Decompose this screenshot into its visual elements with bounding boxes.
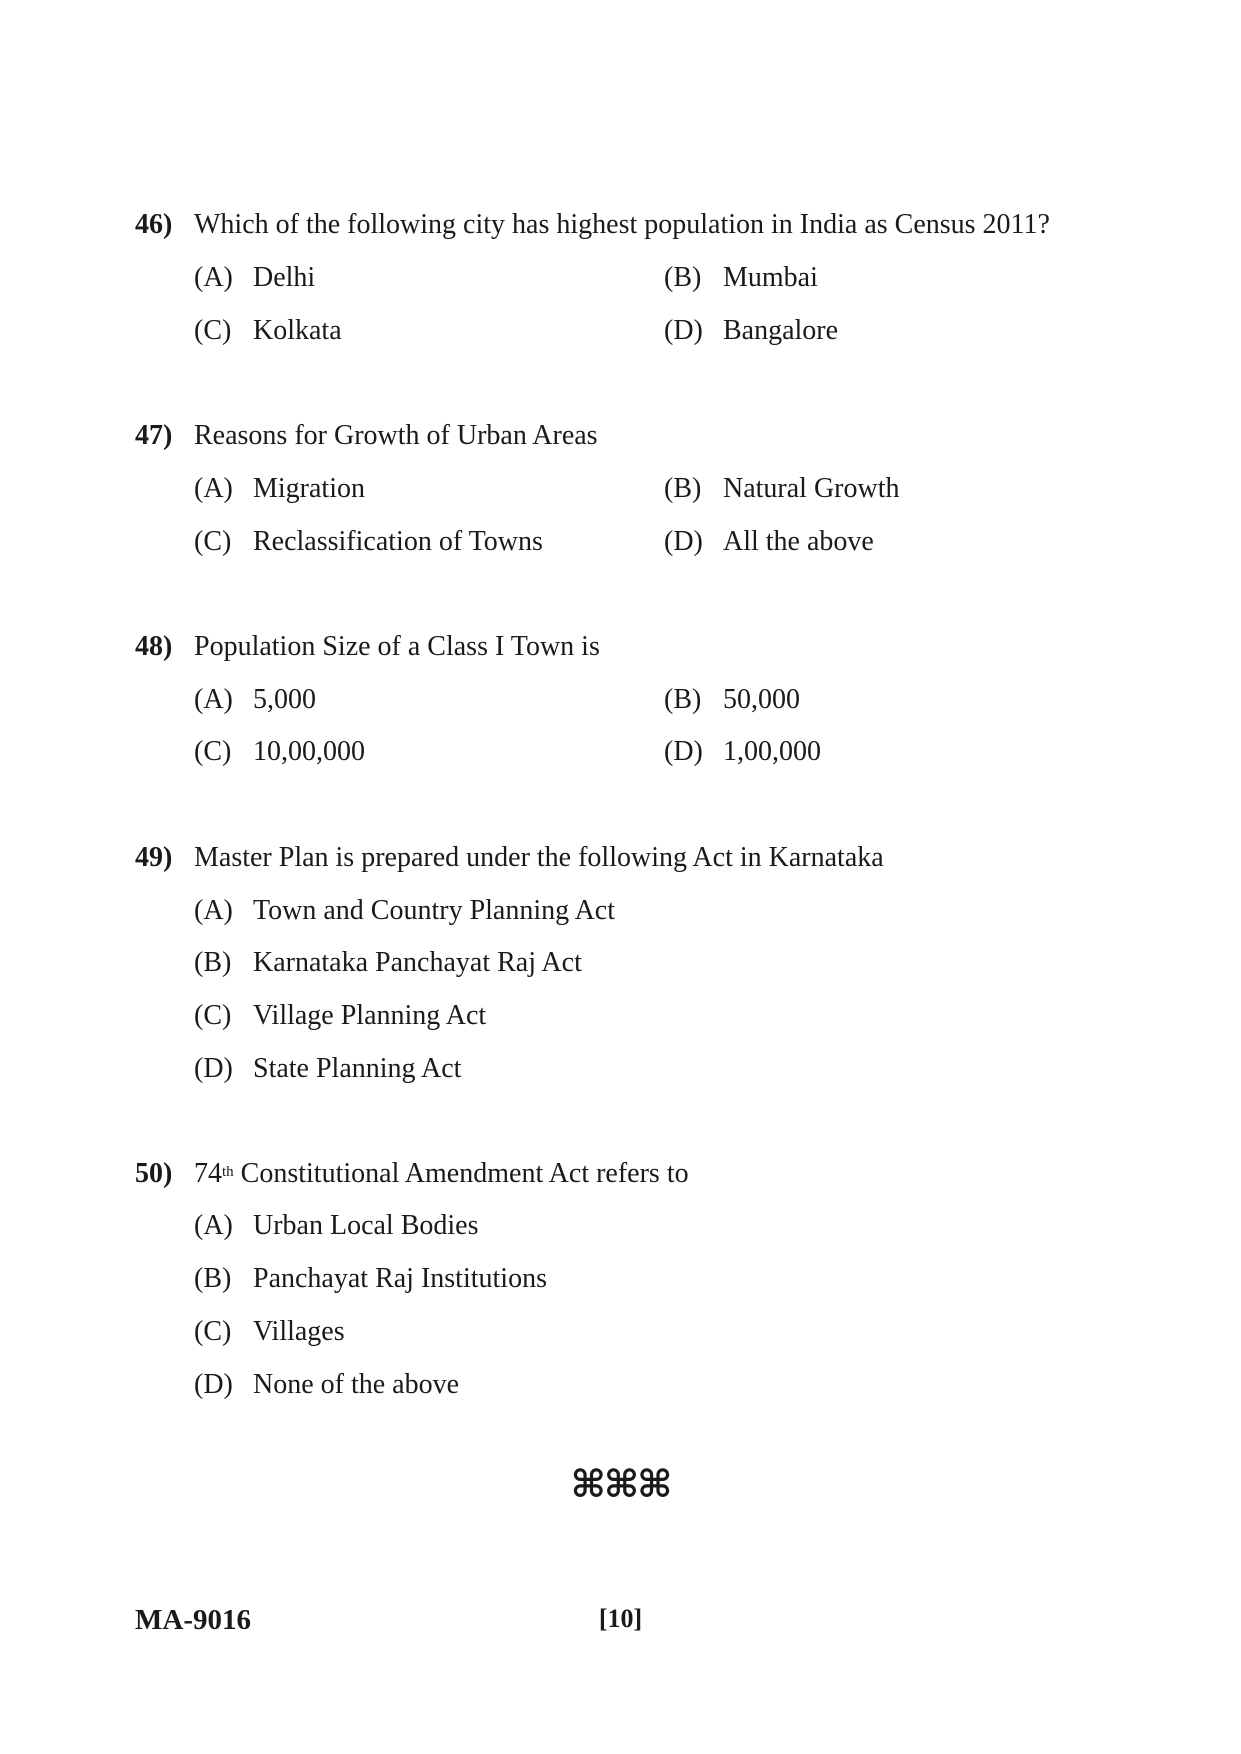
question-number: 49) [135,842,173,873]
option-text: Villages [253,1316,345,1347]
option-text: 5,000 [253,684,316,715]
option-text: Mumbai [723,262,818,293]
question-text: Population Size of a Class I Town is [194,631,600,662]
option-b [194,946,582,980]
option-d [664,314,838,348]
question-text-prefix: 74 [194,1158,222,1189]
option-letter: (C) [194,315,232,346]
option-letter: (B) [664,684,702,715]
question-47 [135,419,598,453]
question-48 [135,630,600,664]
option-d [664,735,821,769]
paper-code: MA-9016 [135,1604,251,1636]
option-a [194,683,316,717]
option-a [194,472,365,506]
option-text: Natural Growth [723,473,900,504]
option-letter: (C) [194,736,232,767]
option-text: Delhi [253,262,316,293]
option-letter: (C) [194,526,232,557]
option-letter: (A) [194,262,233,293]
question-number: 47) [135,420,173,451]
option-text: 1,00,000 [723,736,821,767]
question-number: 50) [135,1158,173,1189]
option-text: Kolkata [253,315,342,346]
end-of-section-mark: ⌘⌘⌘ [570,1462,671,1506]
option-letter: (C) [194,1000,232,1031]
option-letter: (A) [194,684,233,715]
question-number: 48) [135,631,173,662]
option-letter: (D) [664,736,703,767]
question-46 [135,208,1050,242]
option-text: Bangalore [723,315,839,346]
option-b [194,1262,547,1296]
page-number: [10] [598,1604,643,1633]
option-text: Urban Local Bodies [253,1210,479,1241]
option-b [664,683,800,717]
question-49 [135,841,884,875]
option-text: All the above [723,526,874,557]
question-text: Reasons for Growth of Urban Areas [194,420,598,451]
option-letter: (A) [194,895,233,926]
option-b [664,261,818,295]
option-letter: (D) [664,526,703,557]
option-letter: (A) [194,1210,233,1241]
option-letter: (B) [194,1263,232,1294]
option-letter: (B) [664,262,702,293]
option-letter: (C) [194,1316,232,1347]
option-c [194,735,365,769]
option-letter: (D) [194,1053,233,1084]
option-text: 10,00,000 [253,736,365,767]
option-text: Village Planning Act [253,1000,487,1031]
option-b [664,472,900,506]
question-50 [135,1157,689,1191]
option-d [194,1052,461,1086]
option-letter: (B) [664,473,702,504]
option-text: Migration [253,473,365,504]
option-text: State Planning Act [253,1053,462,1084]
option-text: Reclassification of Towns [253,526,543,557]
question-number: 46) [135,209,173,240]
option-c [194,999,486,1033]
option-a [194,894,615,928]
option-a [194,1209,479,1243]
option-letter: (A) [194,473,233,504]
option-letter: (B) [194,947,232,978]
option-c [194,1315,345,1349]
option-c [194,525,543,559]
option-text: None of the above [253,1369,460,1400]
option-d [664,525,874,559]
option-d [194,1368,459,1402]
question-text: Constitutional Amendment Act refers to [240,1158,689,1189]
question-text: Which of the following city has highest population in India as Census 2011? [194,209,1050,240]
option-c [194,314,342,348]
option-a [194,261,315,295]
question-text: Master Plan is prepared under the following Act in Karnataka [194,842,884,873]
option-text: 50,000 [723,684,800,715]
option-text: Panchayat Raj Institutions [253,1263,547,1294]
option-letter: (D) [664,315,703,346]
option-letter: (D) [194,1369,233,1400]
option-text: Karnataka Panchayat Raj Act [253,947,582,978]
ordinal-suffix: th [222,1164,234,1180]
option-text: Town and Country Planning Act [253,895,616,926]
